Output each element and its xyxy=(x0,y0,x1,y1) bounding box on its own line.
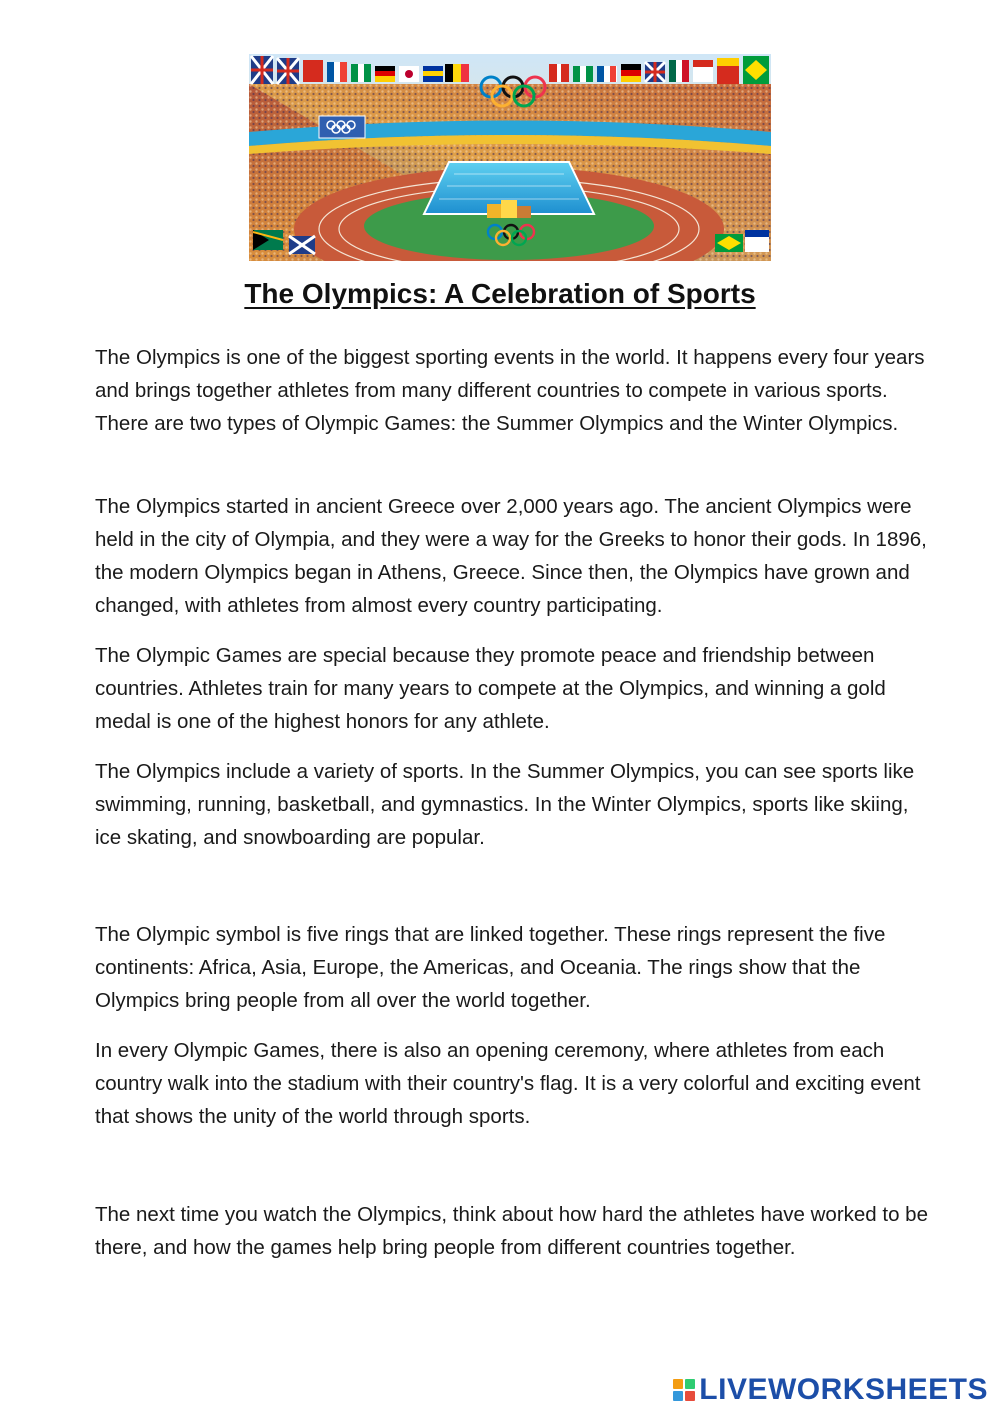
paragraph-conclusion: The next time you watch the Olympics, think about how hard the athletes have worked to be there, and how the games help bring people from different countries together. xyxy=(95,1203,928,1259)
paragraph-peace-friendship: The Olympic Games are special because they promote peace and friendship between countries. Athletes train for many years to compete at the Olympics, and winning a gold medal is one of the highest honors for any athlete. xyxy=(95,644,886,733)
paragraph-olympic-symbol: The Olympic symbol is five rings that are linked together. These rings represent the five continents: Africa, Asia, Europe, the Americas, and Oceania. The rings show that the Olympics bring people from all over the world together. xyxy=(95,923,886,1012)
paragraph-history: The Olympics started in ancient Greece over 2,000 years ago. The ancient Olympics were held in the city of Olympia, and they were a way for the Greeks to honor their gods. In 1896, the modern Olympics began in Athens, Greece. Since then, the Olympics have grown and changed, with athletes from almost every country participating. xyxy=(95,495,927,617)
page-title: The Olympics: A Celebration of Sports xyxy=(244,278,756,309)
liveworksheets-logo[interactable] xyxy=(673,1372,988,1408)
stadium-illustration xyxy=(249,54,771,261)
olympic-stadium-image xyxy=(249,54,771,261)
liveworksheets-logo-icon xyxy=(673,1379,695,1401)
paragraph-opening-ceremony: In every Olympic Games, there is also an opening ceremony, where athletes from each country walk into the stadium with their country's flag. It is a very colorful and exciting event that shows the unity of the world through sports. xyxy=(95,1039,921,1128)
paragraph-introduction: The Olympics is one of the biggest sporting events in the world. It happens every four years and brings together athletes from many different countries to compete in various sports. There are two types of Olympic Games: the Summer Olympics and the Winter Olympics. xyxy=(95,346,925,435)
liveworksheets-wordmark: LIVEWORKSHEETS xyxy=(699,1373,988,1406)
paragraph-sports-variety: The Olympics include a variety of sports. In the Summer Olympics, you can see sports like swimming, running, basketball, and gymnastics. In the Winter Olympics, sports like skiing, ice skating, and snowboarding are popular. xyxy=(95,760,915,849)
